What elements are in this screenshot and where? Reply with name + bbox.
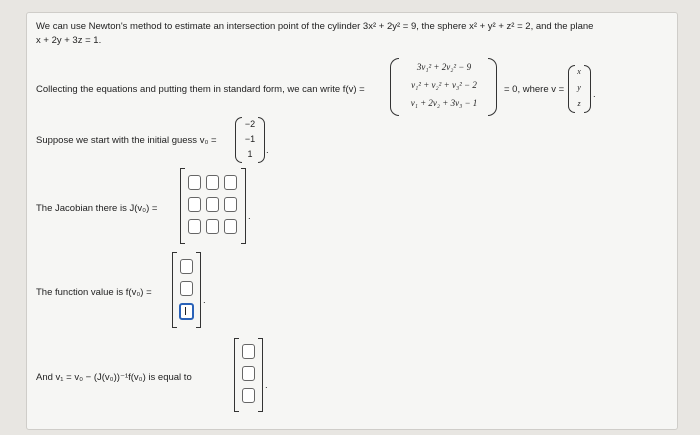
jacobian-cell-3-1[interactable] [188,219,201,234]
fv-right-bracket [196,252,201,328]
f-row-3: v₁ + 2v₂ + 3v₃ − 1 [410,98,478,108]
jacobian-cell-1-1[interactable] [188,175,201,190]
collect-text: Collecting the equations and putting them in standard form, we can write f(v) = [36,84,365,95]
fv-left-bracket [172,252,177,328]
v0-right-paren [258,117,265,163]
v-right-paren [584,65,591,113]
update-text: And v₁ = v₀ − (J(v₀))⁻¹f(v₀) is equal to [36,372,192,383]
jacobian-cell-3-2[interactable] [206,219,219,234]
fv-cell-1[interactable] [180,259,193,274]
fv-cell-2[interactable] [180,281,193,296]
v0-value-1: −2 [244,119,256,129]
fv-period: . [203,295,206,306]
equals-zero-text: = 0, where v = [504,84,565,95]
jacobian-cell-1-2[interactable] [206,175,219,190]
v-period: . [593,89,596,100]
f-row-1: 3v₁² + 2v₂² − 9 [416,62,472,72]
fv-cell-3[interactable] [179,303,194,320]
jacobian-cell-2-1[interactable] [188,197,201,212]
v1-left-bracket [234,338,239,412]
v-var-y: y [577,83,581,92]
intro-line-2: x + 2y + 3z = 1. [36,35,102,46]
jacobian-period: . [248,211,251,222]
f-row-2: v₁² + v₂² + v₃² − 2 [411,80,477,90]
v0-value-3: 1 [247,149,253,159]
intro-line-1: We can use Newton's method to estimate an intersection point of the cylinder 3x² + 2y² = 9, the sphere x² + y² + z² = 2, and the plane [36,21,594,32]
jacobian-left-bracket [180,168,185,244]
jacobian-cell-3-3[interactable] [224,219,237,234]
v1-period: . [265,380,268,391]
jacobian-cell-2-3[interactable] [224,197,237,212]
v-var-x: x [577,67,581,76]
jacobian-cell-1-3[interactable] [224,175,237,190]
v1-cell-2[interactable] [242,366,255,381]
v-var-z: z [577,99,581,108]
f-right-paren [488,58,497,116]
v1-cell-3[interactable] [242,388,255,403]
jacobian-text: The Jacobian there is J(v₀) = [36,203,158,214]
v1-cell-1[interactable] [242,344,255,359]
v1-right-bracket [258,338,263,412]
jacobian-cell-2-2[interactable] [206,197,219,212]
v0-value-2: −1 [244,134,256,144]
initial-guess-text: Suppose we start with the initial guess v₀ = [36,135,217,146]
jacobian-right-bracket [241,168,246,244]
v0-period: . [266,145,269,156]
function-value-text: The function value is f(v₀) = [36,287,152,298]
